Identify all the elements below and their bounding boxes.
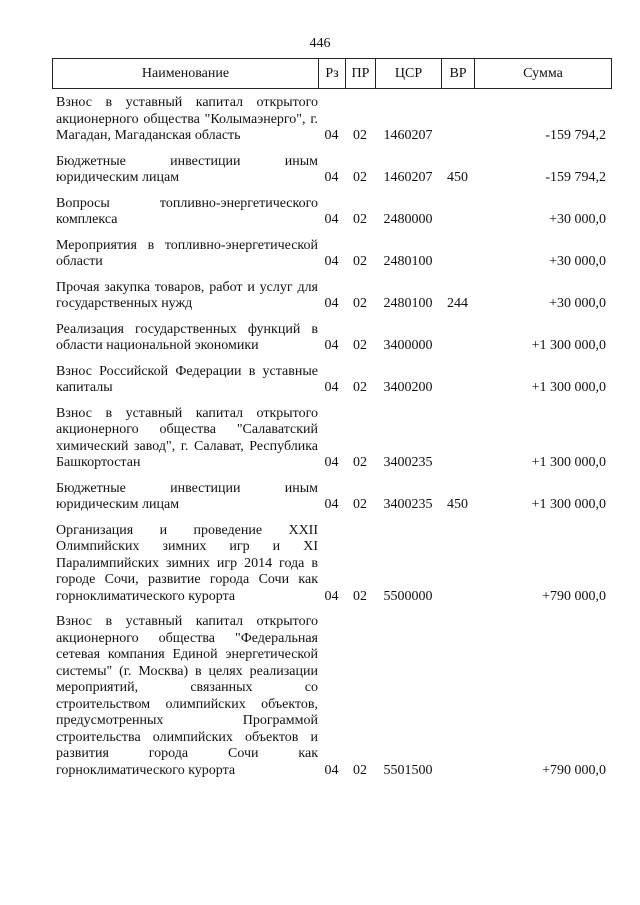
table-row xyxy=(52,280,612,313)
row-pr: 02 xyxy=(353,588,367,604)
row-name: Бюджетные инвестиции иным юридическим лицам xyxy=(56,153,318,185)
table-row xyxy=(52,154,612,187)
row-csr: 3400200 xyxy=(383,380,433,395)
row-name: Взнос Российской Федерации в уставные капиталы xyxy=(56,363,318,395)
row-name: Бюджетные инвестиции иным юридическим лицам xyxy=(56,480,318,512)
page-number: 446 xyxy=(309,36,331,51)
row-name: Реализация государственных функций в области национальной экономики xyxy=(56,321,318,353)
row-csr: 3400235 xyxy=(383,455,433,470)
header-pr: ПР xyxy=(346,59,376,88)
table-row xyxy=(52,322,612,355)
table-row xyxy=(52,196,612,229)
row-vr: 450 xyxy=(447,497,468,512)
table-header xyxy=(52,58,612,89)
row-rz: 04 xyxy=(324,762,339,778)
table-row xyxy=(52,238,612,271)
row-rz: 04 xyxy=(324,338,339,353)
table-body xyxy=(52,95,612,788)
row-sum: +790 000,0 xyxy=(542,762,606,778)
row-pr: 02 xyxy=(353,762,367,778)
table-row xyxy=(52,523,612,606)
row-name: Взнос в уставный капитал открытого акционерного общества "Колымаэнерго", г. Магадан, Магаданская область xyxy=(56,95,318,143)
row-csr: 5500000 xyxy=(383,588,433,604)
row-sum: +1 300 000,0 xyxy=(531,497,606,512)
row-sum: +1 300 000,0 xyxy=(531,455,606,470)
table-row xyxy=(52,95,612,145)
row-sum: +1 300 000,0 xyxy=(531,338,606,353)
row-name: Вопросы топливно-энергетического комплекса xyxy=(56,195,318,227)
row-rz: 04 xyxy=(324,170,339,185)
row-sum: +30 000,0 xyxy=(549,296,606,311)
row-sum: +30 000,0 xyxy=(549,254,606,269)
header-sum: Сумма xyxy=(523,65,563,81)
row-rz: 04 xyxy=(324,455,339,470)
row-csr: 1460207 xyxy=(383,128,433,143)
row-sum: +30 000,0 xyxy=(549,212,606,227)
row-name: Мероприятия в топливно-энергетической области xyxy=(56,237,318,269)
row-name: Взнос в уставный капитал открытого акционерного общества "Федеральная сетевая компания Единой энергетической системы" (г. Москва) в целях реализации мероприятий, связанных со строительством олимпийских объектов, предусмотренных Программой строительства олимпийских объектов и развития города Сочи как горноклиматического курорта xyxy=(56,614,318,778)
row-pr: 02 xyxy=(353,254,367,269)
row-csr: 2480100 xyxy=(383,296,433,311)
row-rz: 04 xyxy=(324,497,339,512)
table-row xyxy=(52,406,612,472)
row-pr: 02 xyxy=(353,128,367,143)
row-pr: 02 xyxy=(353,338,367,353)
row-rz: 04 xyxy=(324,254,339,269)
row-vr: 244 xyxy=(447,296,468,311)
row-sum: -159 794,2 xyxy=(545,128,606,143)
row-vr: 450 xyxy=(447,170,468,185)
header-name: Наименование xyxy=(53,59,319,88)
row-rz: 04 xyxy=(324,128,339,143)
header-rz: Рз xyxy=(319,59,346,88)
row-csr: 5501500 xyxy=(383,762,433,778)
row-name: Прочая закупка товаров, работ и услуг для государственных нужд xyxy=(56,279,318,311)
row-rz: 04 xyxy=(324,380,339,395)
table-row xyxy=(52,614,612,779)
row-rz: 04 xyxy=(324,212,339,227)
row-sum: -159 794,2 xyxy=(545,170,606,185)
row-pr: 02 xyxy=(353,212,367,227)
header-vr: ВР xyxy=(442,59,475,88)
row-name: Взнос в уставный капитал открытого акционерного общества "Салаватский химический завод", г. Салават, Республика Башкортостан xyxy=(56,405,318,470)
row-csr: 1460207 xyxy=(383,170,433,185)
row-csr: 3400000 xyxy=(383,338,433,353)
row-pr: 02 xyxy=(353,296,367,311)
row-sum: +790 000,0 xyxy=(542,588,606,604)
row-pr: 02 xyxy=(353,497,367,512)
row-csr: 2480100 xyxy=(383,254,433,269)
row-sum: +1 300 000,0 xyxy=(531,380,606,395)
row-pr: 02 xyxy=(353,455,367,470)
row-rz: 04 xyxy=(324,588,339,604)
row-rz: 04 xyxy=(324,296,339,311)
table-row xyxy=(52,481,612,514)
row-pr: 02 xyxy=(353,380,367,395)
row-csr: 2480000 xyxy=(383,212,433,227)
row-name: Организация и проведение XXII Олимпийских зимних игр и XI Паралимпийских зимних игр 2014 года в городе Сочи, развитие города Сочи как горноклиматического курорта xyxy=(56,522,318,604)
table-row xyxy=(52,364,612,397)
row-pr: 02 xyxy=(353,170,367,185)
row-csr: 3400235 xyxy=(383,497,433,512)
header-csr: ЦСР xyxy=(376,59,442,88)
